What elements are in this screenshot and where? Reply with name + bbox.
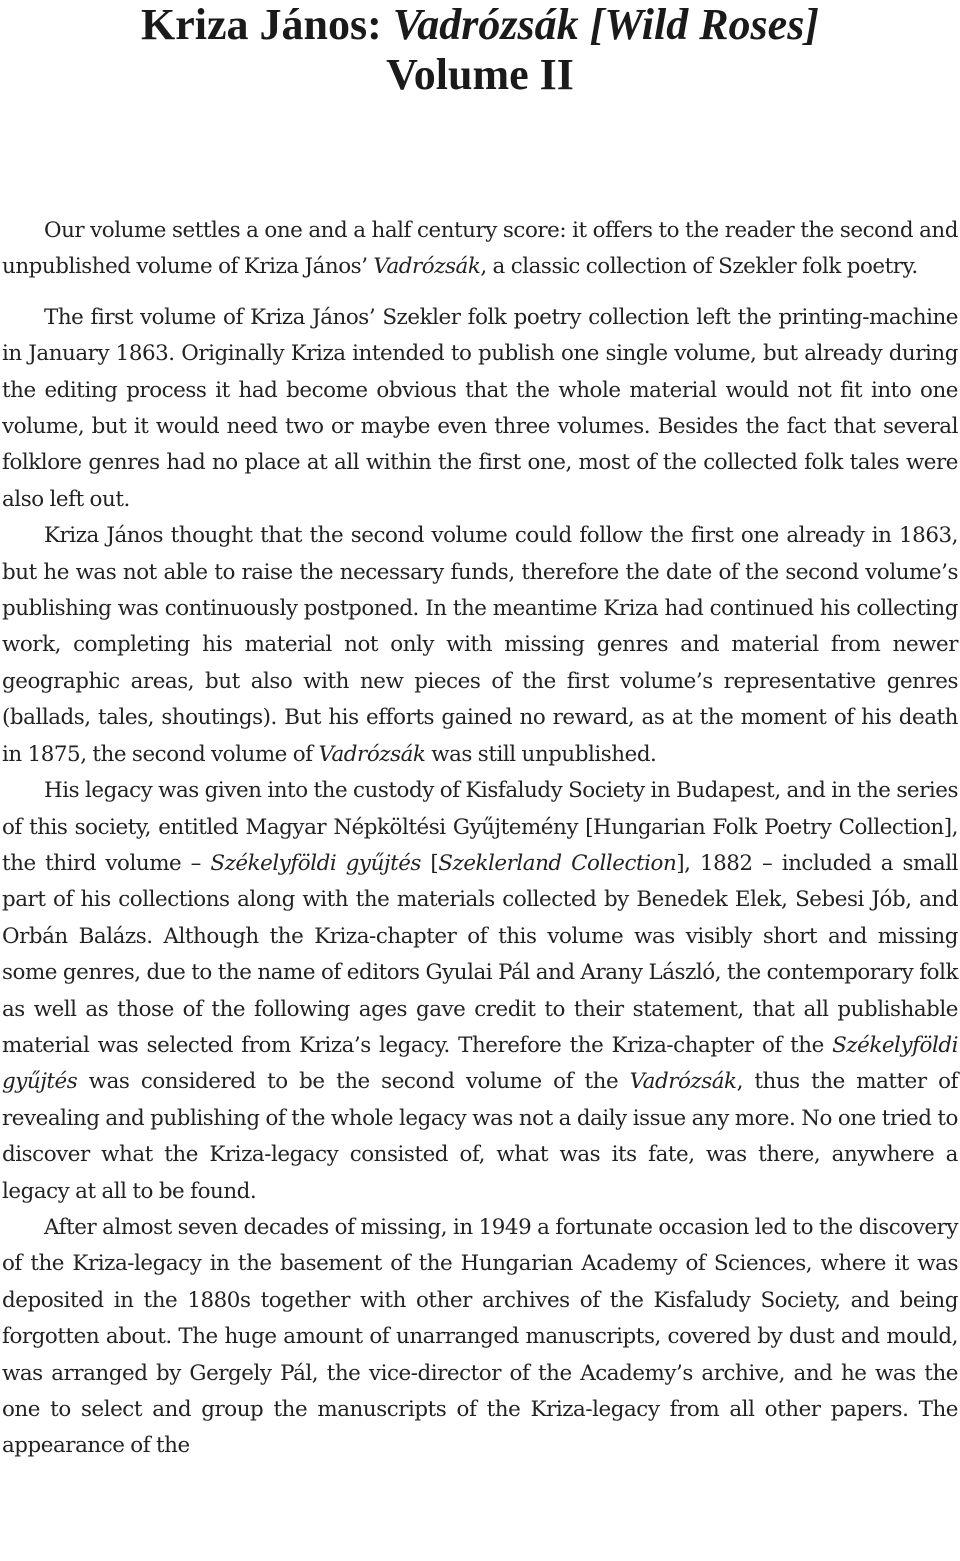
- italic-title-text: Vadrózsák: [318, 741, 426, 767]
- title-author: Kriza János:: [141, 0, 393, 49]
- paragraph-text: , thus the matter of revealing and publishing of the whole legacy was not a daily issue any more. No one tried to discover what the Kriza-legacy consisted of, what was its fate, was there, anywhere a legacy at all to be found.: [2, 1069, 958, 1204]
- paragraph-1: [2, 213, 958, 286]
- page-title: [0, 0, 960, 100]
- paragraph-text: His legacy was given into the custody of Kisfaludy Society in Budapest, and in the series of this society, entitled Magyar Népköltési Gyűjtemény [Hungarian Folk Poetry Collection], the third volume –: [2, 778, 958, 876]
- title-volume: Volume II: [386, 50, 574, 99]
- paragraph-text: , a classic collection of Szekler folk poetry.: [480, 254, 918, 280]
- paragraph-text: was still unpublished.: [425, 741, 657, 767]
- paragraph-text: Our volume settles a one and a half century score: it offers to the reader the second and unpublished volume of Kriza János’: [2, 218, 958, 280]
- italic-title-text: Szeklerland Collection: [438, 850, 677, 876]
- italic-title-text: Székelyföldi gyűjtés: [210, 850, 421, 876]
- paragraph-5: [2, 1210, 958, 1465]
- italic-title-text: Vadrózsák: [373, 254, 481, 280]
- body-text: [2, 213, 958, 1465]
- paragraph-2: [2, 300, 958, 518]
- paragraph-text: was considered to be the second volume of the: [77, 1069, 630, 1095]
- italic-title-text: Székelyföldi gyűjtés: [2, 1032, 958, 1095]
- paragraph-3: [2, 518, 958, 773]
- paragraph-text: The first volume of Kriza János’ Szekler folk poetry collection left the printing-machine in January 1863. Originally Kriza intended to publish one single volume, but already during the editing process it had become obvious that the whole material would not fit into one volume, but it would need two or maybe even three volumes. Besides the fact that several folklore genres had no place at all within the first one, most of the collected folk tales were also left out.: [2, 304, 958, 512]
- paragraph-text: Kriza János thought that the second volume could follow the first one already in 1863, but he was not able to raise the necessary funds, therefore the date of the second volume’s publishing was continuously postponed. In the meantime Kriza had continued his collecting work, completing his material not only with missing genres and material from newer geographic areas, but also with new pieces of the first volume’s representative genres (ballads, tales, shoutings). But his efforts gained no reward, as at the moment of his death in 1875, the second volume of: [2, 523, 958, 767]
- title-line-1: [0, 0, 960, 50]
- paragraph-text: After almost seven decades of missing, in 1949 a fortunate occasion led to the discovery of the Kriza-legacy in the basement of the Hungarian Academy of Sciences, where it was deposited in the 1880s together with other archives of the Kisfaludy Society, and being forgotten about. The huge amount of unarranged manuscripts, covered by dust and mould, was arranged by Gergely Pál, the vice-director of the Academy’s archive, and he was the one to select and group the manuscripts of the Kriza-legacy from all other papers. The appearance of the: [2, 1214, 958, 1459]
- italic-title-text: Vadrózsák: [629, 1069, 737, 1095]
- paragraph-text: [: [420, 850, 439, 876]
- title-work: Vadrózsák [Wild Roses]: [392, 0, 819, 49]
- paragraph-4: [2, 773, 958, 1210]
- paragraph-text: ], 1882 – included a small part of his collections along with the materials collected by Benedek Elek, Sebesi Jób, and Orbán Balázs. Although the Kriza-chapter of this volume was visibly short and missing some genres, due to the name of editors Gyulai Pál and Arany László, the contemporary folk as well as those of the following ages gave credit to their statement, that all publishable material was selected from Kriza’s legacy. Therefore the Kriza-chapter of the: [2, 850, 958, 1058]
